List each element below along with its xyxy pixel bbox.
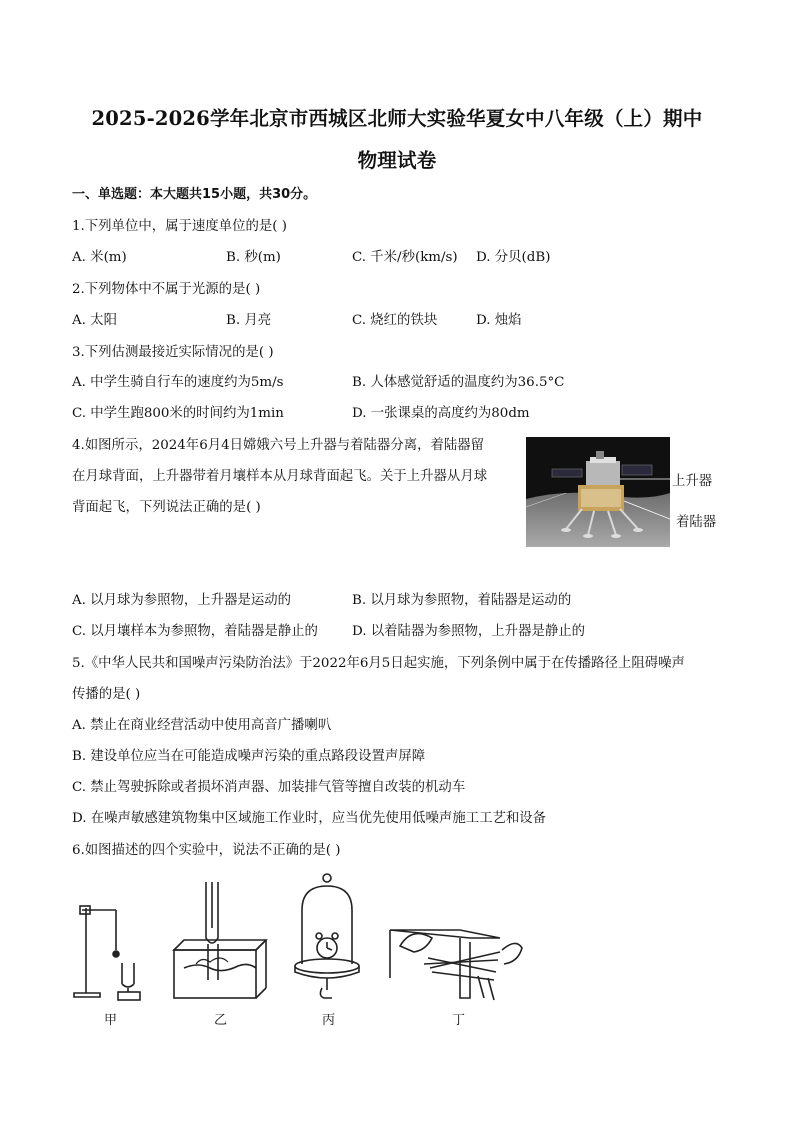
q4-stem-line1: 4.如图所示，2024年6月4日嫦娥六号上升器与着陆器分离，着陆器留 <box>72 438 485 453</box>
q1-stem: 1.下列单位中，属于速度单位的是( ) <box>72 219 287 234</box>
q2-stem: 2.下列物体中不属于光源的是( ) <box>72 282 261 297</box>
q2-option-c: C. 烧红的铁块 <box>352 313 438 328</box>
q4-option-a: A. 以月球为参照物，上升器是运动的 <box>72 593 292 608</box>
page-title-line1: 2025-2026学年北京市西城区北师大实验华夏女中八年级（上）期中 <box>91 107 703 130</box>
q2-option-d: D. 烛焰 <box>476 313 522 328</box>
figure-label-bing: 丙 <box>322 1013 336 1028</box>
q3-stem: 3.下列估测最接近实际情况的是( ) <box>72 345 274 360</box>
q3-option-d: D. 一张课桌的高度约为80dm <box>352 406 530 421</box>
figure-label-ding: 丁 <box>452 1013 466 1028</box>
q1-option-b: B. 秒(m) <box>226 250 281 265</box>
q4-stem-line2: 在月球背面，上升器带着月壤样本从月球背面起飞。关于上升器从月球 <box>72 469 488 484</box>
q2-option-a: A. 太阳 <box>72 313 117 328</box>
q4-stem-line3: 背面起飞，下列说法正确的是( ) <box>72 500 261 515</box>
figure-label-jia: 甲 <box>104 1013 118 1028</box>
experiments-figure <box>60 868 540 1008</box>
experiment-jia-drawing <box>74 906 140 1000</box>
experiment-ding-drawing <box>390 930 522 1000</box>
label-ascender: 上升器 <box>672 474 713 489</box>
lunar-lander-photo <box>526 437 670 547</box>
experiment-bing-drawing <box>295 874 359 998</box>
q5-option-d: D. 在噪声敏感建筑物集中区域施工作业时，应当优先使用低噪声施工工艺和设备 <box>72 811 547 826</box>
q5-stem-line1: 5.《中华人民共和国噪声污染防治法》于2022年6月5日起实施，下列条例中属于在传播路径上阻碍噪声 <box>72 656 685 671</box>
q5-stem-line2: 传播的是( ) <box>72 687 141 702</box>
figure-label-yi: 乙 <box>214 1013 228 1028</box>
section-heading: 一、单选题：本大题共15小题，共30分。 <box>72 187 317 202</box>
label-lander: 着陆器 <box>676 515 717 530</box>
q5-option-a: A. 禁止在商业经营活动中使用高音广播喇叭 <box>72 718 332 733</box>
q4-option-b: B. 以月球为参照物，着陆器是运动的 <box>352 593 572 608</box>
q6-stem: 6.如图描述的四个实验中，说法不正确的是( ) <box>72 843 341 858</box>
q1-option-d: D. 分贝(dB) <box>476 250 551 265</box>
q3-option-c: C. 中学生跑800米的时间约为1min <box>72 406 284 421</box>
experiment-yi-drawing <box>174 882 266 998</box>
q3-option-a: A. 中学生骑自行车的速度约为5m/s <box>72 375 284 390</box>
q4-option-c: C. 以月壤样本为参照物，着陆器是静止的 <box>72 624 318 639</box>
q1-option-a: A. 米(m) <box>72 250 127 265</box>
q1-option-c: C. 千米/秒(km/s) <box>352 250 458 265</box>
q5-option-b: B. 建设单位应当在可能造成噪声污染的重点路段设置声屏障 <box>72 749 426 764</box>
q3-option-b: B. 人体感觉舒适的温度约为36.5°C <box>352 375 565 390</box>
q4-option-d: D. 以着陆器为参照物，上升器是静止的 <box>352 624 586 639</box>
page-title-line2: 物理试卷 <box>357 149 437 172</box>
q5-option-c: C. 禁止驾驶拆除或者损坏消声器、加装排气管等擅自改装的机动车 <box>72 780 466 795</box>
q2-option-b: B. 月亮 <box>226 313 272 328</box>
